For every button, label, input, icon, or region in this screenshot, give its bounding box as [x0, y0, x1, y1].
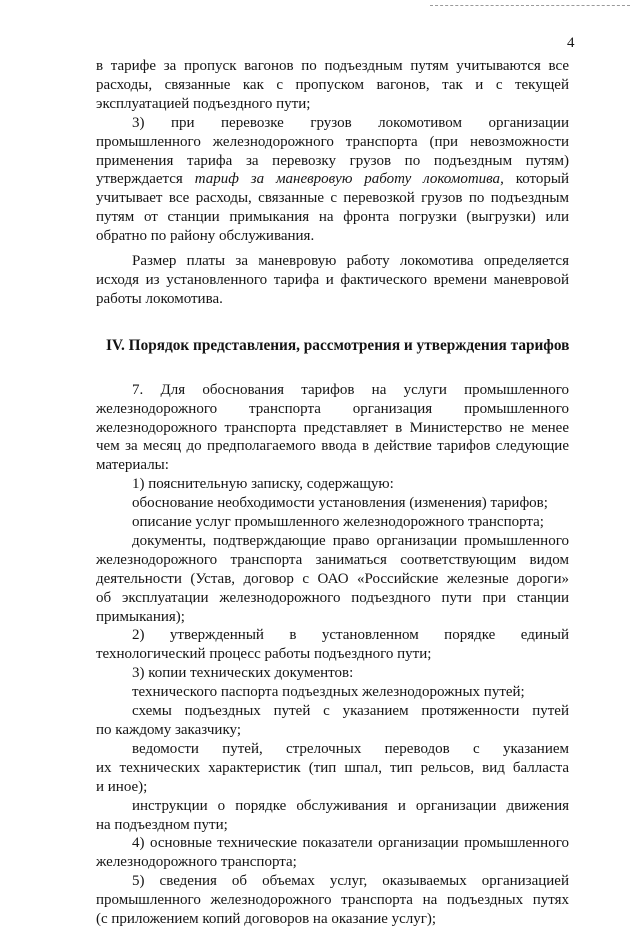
text-line: Размер платы за маневровую работу локомотива определяется	[132, 253, 569, 270]
text-line: схемы подъездных путей с указанием протяженности путей	[132, 703, 569, 720]
text-fragment: утверждается	[96, 171, 195, 188]
text-line: материалы:	[96, 457, 169, 474]
text-line: ведомости путей, стрелочных переводов с указанием	[132, 740, 569, 757]
page-number: 4	[567, 35, 575, 51]
text-line: обратно по району обслуживания.	[96, 228, 315, 245]
text-line: 3) при перевозке грузов локомотивом организации	[132, 114, 569, 131]
text-line: инструкции о порядке обслуживания и организации движения	[132, 797, 569, 814]
top-edge-line	[430, 5, 630, 6]
text-line: 5) сведения об объемах услуг, оказываемых организацией	[132, 873, 569, 890]
text-line: путям от станции примыкания на фронта погрузки (выгрузки) или	[96, 209, 569, 226]
text-line: об эксплуатации железнодорожного подъездного пути при станции	[96, 589, 569, 606]
text-line: 3) копии технических документов:	[132, 665, 354, 682]
emphasized-term: тариф за маневровую работу локомотива	[194, 171, 501, 188]
text-line: (с приложением копий договоров на оказание услуг);	[96, 911, 437, 928]
text-line	[96, 170, 569, 189]
document-body	[96, 57, 569, 929]
text-line: чем за месяц до предполагаемого ввода в действие тарифов следующие	[96, 438, 569, 455]
text-line: по каждому заказчику;	[96, 722, 241, 738]
text-line: железнодорожного транспорта организация промышленного	[96, 400, 569, 417]
text-fragment: , который	[500, 171, 569, 188]
paragraph-tariff-wagons	[96, 57, 569, 114]
section-content	[96, 381, 569, 929]
text-line: их технических характеристик (тип шпал, тип рельсов, вид балласта	[96, 759, 569, 776]
text-line: на подъездном пути;	[96, 816, 228, 833]
text-line: 4) основные технические показатели организации промышленного	[132, 835, 569, 852]
text-line: расходы, связанные как с пропуском вагонов, так и с текущей	[96, 76, 569, 93]
text-line: железнодорожного транспорта представляет в Министерство не менее	[96, 419, 569, 436]
text-line: описание услуг промышленного железнодорожного транспорта;	[132, 514, 544, 531]
text-line: в тарифе за пропуск вагонов по подъездным путям учитываются все	[96, 58, 569, 74]
text-line: примыкания);	[96, 608, 185, 625]
text-line: учитывает все расходы, связанные с перевозкой грузов по подъездным	[96, 190, 569, 207]
text-line: технологический процесс работы подъездного пути;	[96, 646, 432, 663]
text-line: железнодорожного транспорта;	[96, 854, 297, 871]
text-line: обоснование необходимости установления (изменения) тарифов;	[132, 495, 548, 512]
text-line: технического паспорта подъездных железнодорожных путей;	[132, 684, 525, 701]
text-line: эксплуатацией подъездного пути;	[96, 95, 311, 112]
paragraph-locomotive-tariff	[96, 114, 569, 246]
paragraph-payment-size	[96, 252, 569, 309]
text-line: документы, подтверждающие право организации промышленного	[132, 532, 569, 549]
text-line: промышленного железнодорожного транспорта на подъездных путях	[96, 892, 569, 909]
text-line: и иное);	[96, 778, 148, 795]
text-line: промышленного железнодорожного транспорта (при невозможности	[96, 133, 569, 150]
text-line: 7. Для обоснования тарифов на услуги промышленного	[132, 381, 569, 398]
text-line: 1) пояснительную записку, содержащую:	[132, 476, 394, 493]
section-heading: IV. Порядок представления, рассмотрения и утверждения тарифов	[106, 336, 570, 354]
text-line: деятельности (Устав, договор с ОАО «Российские железные дороги»	[96, 570, 569, 587]
text-line: 2) утвержденный в установленном порядке единый	[132, 627, 569, 644]
text-line: железнодорожного транспорта заниматься соответствующим видом	[96, 551, 569, 568]
text-line: работы локомотива.	[96, 290, 223, 307]
text-line: применения тарифа за перевозку грузов по подъездным путям)	[96, 152, 569, 169]
text-line: исходя из установленного тарифа и фактического времени маневровой	[96, 271, 569, 288]
